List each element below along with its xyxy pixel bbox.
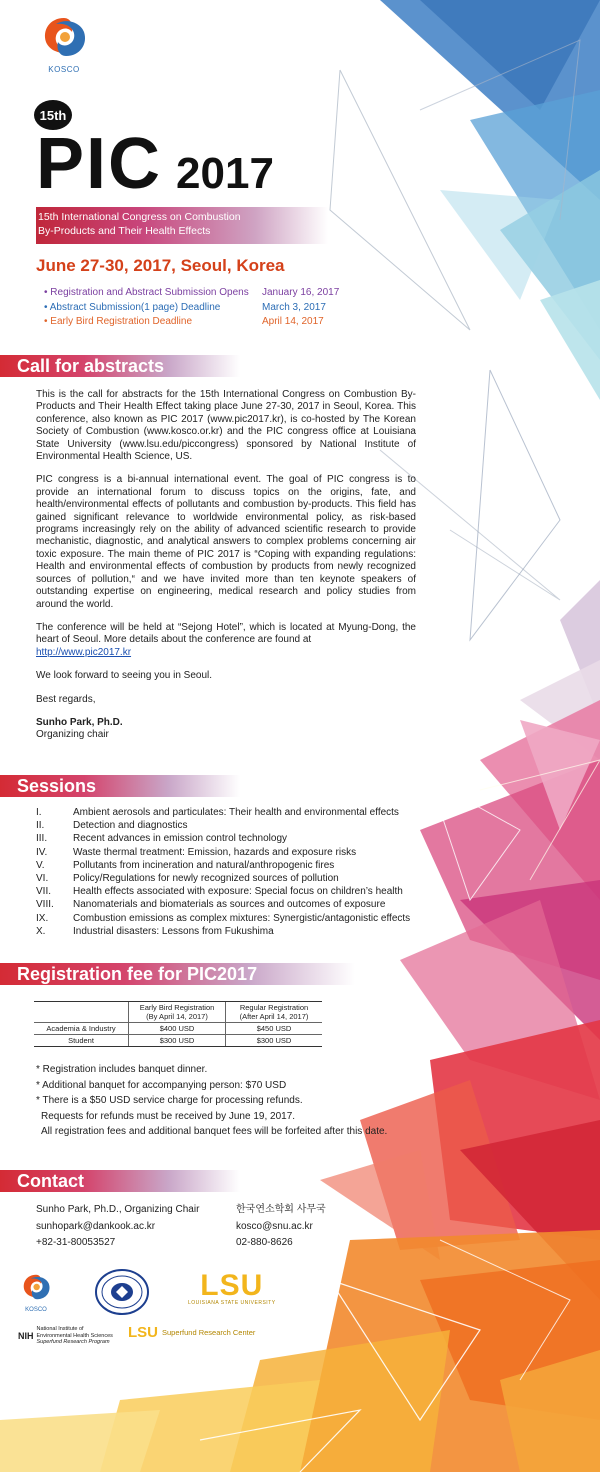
- header-subtext: (After April 14, 2017): [239, 1012, 309, 1021]
- lsu-logo-word: LSU: [200, 1269, 264, 1302]
- nih-logo-word: NIH: [18, 1330, 34, 1341]
- session-text: Pollutants from incineration and natural/anthropogenic fires: [73, 859, 335, 871]
- session-text: Combustion emissions as complex mixtures: Synergistic/antagonistic effects: [73, 912, 411, 924]
- note: All registration fees and additional banquet fees will be forfeited after this date.: [41, 1126, 388, 1138]
- contact-row: [36, 1235, 326, 1252]
- session-number: VII.: [36, 886, 52, 898]
- table-header-empty: [34, 1002, 129, 1023]
- section-heading-registration: [0, 963, 355, 985]
- lsu-logo-subtext: LOUISIANA STATE UNIVERSITY: [188, 1300, 276, 1306]
- session-item: [36, 898, 410, 911]
- contact-office: 한국연소학회 사무국: [236, 1204, 326, 1215]
- table-cell: $300 USD: [226, 1035, 323, 1047]
- superfund-logo-text: Superfund Research Center: [162, 1328, 256, 1337]
- table-header-regular: [226, 1002, 323, 1023]
- note: Requests for refunds must be received by June 19, 2017.: [41, 1110, 296, 1122]
- registration-notes: [36, 1062, 387, 1140]
- footer-kosco-logo: [16, 1272, 56, 1313]
- office-phone: 02-880-8626: [236, 1237, 293, 1248]
- deadline-item: [44, 315, 339, 330]
- dankook-university-seal-icon: [94, 1268, 150, 1316]
- table-header-row: [34, 1002, 322, 1023]
- deadline-label: • Registration and Abstract Submission Opens: [44, 287, 249, 298]
- contact-email-link[interactable]: sunhopark@dankook.ac.kr: [36, 1220, 156, 1232]
- nih-line: Superfund Research Program: [36, 1339, 110, 1345]
- deadline-list: [44, 286, 339, 330]
- session-item: [36, 872, 410, 885]
- page-title: [36, 124, 274, 204]
- kosco-logo-text: KOSCO: [48, 65, 80, 74]
- table-row: [34, 1023, 322, 1035]
- contact-row: [36, 1202, 326, 1219]
- signer-title: Organizing chair: [36, 729, 109, 741]
- call-body: [36, 389, 416, 742]
- call-paragraph-1: This is the call for abstracts for the 15th International Congress on Combustion By-Products and Their Health Effect taking place June 27-30, 2017 in Seoul, Korea. This conference, also known as PIC 2017 (www.pic2017.kr), is co-hosted by The Korean Society of Combustion (www.kosco.or.kr) and the PIC congress office at Louisiana State University (www.lsu.edu/piccongress) sponsored by National Institute of Environmental Health Science, US.: [36, 389, 416, 463]
- session-item: [36, 859, 410, 872]
- note: * Additional banquet for accompanying person: $70 USD: [36, 1079, 287, 1091]
- date-location: June 27-30, 2017, Seoul, Korea: [36, 256, 285, 275]
- session-item: [36, 806, 410, 819]
- table-cell: $450 USD: [226, 1023, 323, 1035]
- note: * There is a $50 USD service charge for processing refunds.: [36, 1095, 303, 1107]
- session-text: Ambient aerosols and particulates: Their health and environmental effects: [73, 807, 399, 818]
- subtitle-line-1: 15th International Congress on Combustion: [38, 211, 241, 223]
- edition-badge: 15th: [34, 100, 72, 130]
- kosco-swirl-icon: [18, 1272, 54, 1302]
- session-text: Waste thermal treatment: Emission, hazards and exposure risks: [73, 846, 357, 858]
- header-subtext: (By April 14, 2017): [146, 1012, 208, 1021]
- section-heading-text: Registration fee for PIC2017: [17, 964, 258, 984]
- call-paragraph-3: The conference will be held at “Sejong Hotel”, which is located at Myung-Dong, the heart of Seoul. More details about the conference are found at: [36, 621, 416, 646]
- section-heading-text: Call for abstracts: [17, 356, 165, 376]
- nih-line: Environmental Health Sciences: [36, 1332, 113, 1339]
- deadline-date: April 14, 2017: [262, 316, 324, 327]
- title-year: 2017: [176, 149, 274, 198]
- session-number: VIII.: [36, 899, 54, 911]
- session-number: X.: [36, 925, 46, 937]
- session-number: IX.: [36, 912, 49, 924]
- session-number: II.: [36, 820, 45, 832]
- session-text: Recent advances in emission control technology: [73, 833, 288, 845]
- title-main: PIC: [36, 124, 163, 204]
- call-paragraph-2: PIC congress is a bi-annual international event. The goal of PIC congress is to provide an international forum to discuss topics on the origins, fate, and health/environmental effects of pollutants and combustion by-products. This field has gained significant relevance to worldwide environmental policy, as risk-based programs increasingly rely on the ability of advanced scientific research to provide mechanistic, diagnostic, and analytical answers to complex problems concerning air toxic exposure. The main theme of PIC 2017 is “Coping with expanding regulations: Health and environmental effects of combustion by products from newly recognized sources of pollution,“ and we have invited more than ten keynote speakers of outstanding expertise on engineering, medical research and policy studies from around the world.: [36, 474, 416, 610]
- session-item: [36, 925, 410, 938]
- closing: Best regards,: [36, 693, 96, 705]
- section-heading-call: [0, 355, 240, 377]
- session-number: I.: [36, 807, 42, 818]
- session-item: [36, 912, 410, 925]
- session-item: [36, 819, 410, 832]
- superfund-center-logo: [128, 1324, 255, 1341]
- nih-line: National Institute of: [36, 1326, 84, 1332]
- kosco-swirl-icon: [36, 14, 92, 60]
- office-email-link[interactable]: kosco@snu.ac.kr: [236, 1220, 313, 1232]
- session-list: [36, 806, 410, 938]
- table-cell: Academia & Industry: [34, 1023, 129, 1035]
- session-number: III.: [36, 833, 48, 845]
- call-paragraph-4: We look forward to seeing you in Seoul.: [36, 670, 213, 682]
- contact-block: [36, 1202, 326, 1252]
- section-heading-text: Sessions: [17, 776, 97, 796]
- deadline-date: January 16, 2017: [262, 287, 340, 298]
- deadline-label: • Early Bird Registration Deadline: [44, 316, 193, 327]
- session-item: [36, 846, 410, 859]
- section-heading-contact: [0, 1170, 240, 1192]
- section-heading-text: Contact: [17, 1171, 84, 1191]
- session-text: Policy/Regulations for newly recognized sources of pollution: [73, 873, 339, 885]
- session-text: Nanomaterials and biomaterials as sources and outcomes of exposure: [73, 899, 386, 911]
- lsu-logo: [188, 1269, 276, 1306]
- table-row: [34, 1035, 322, 1047]
- session-text: Detection and diagnostics: [73, 820, 188, 832]
- registration-fee-table: [34, 1001, 322, 1047]
- table-header-early: [129, 1002, 226, 1023]
- table-cell: $400 USD: [129, 1023, 226, 1035]
- deadline-date: March 3, 2017: [262, 301, 326, 313]
- session-number: IV.: [36, 846, 48, 858]
- subtitle-banner: [36, 207, 328, 244]
- session-item: [36, 885, 410, 898]
- table-cell: $300 USD: [129, 1035, 226, 1047]
- signer-name: Sunho Park, Ph.D.: [36, 716, 123, 728]
- footer-kosco-text: KOSCO: [25, 1307, 47, 1313]
- header-text: Early Bird Registration: [139, 1003, 215, 1012]
- session-number: V.: [36, 859, 45, 871]
- note: * Registration includes banquet dinner.: [36, 1064, 208, 1075]
- header-text: Regular Registration: [239, 1003, 309, 1012]
- conference-link[interactable]: http://www.pic2017.kr: [36, 646, 132, 658]
- session-item: [36, 832, 410, 845]
- contact-phone: +82-31-80053527: [36, 1237, 116, 1248]
- session-number: VI.: [36, 873, 49, 885]
- deadline-label: • Abstract Submission(1 page) Deadline: [44, 301, 221, 313]
- table-cell: Student: [34, 1035, 129, 1047]
- contact-name: Sunho Park, Ph.D., Organizing Chair: [36, 1204, 200, 1215]
- session-text: Industrial disasters: Lessons from Fukushima: [73, 925, 274, 937]
- section-heading-sessions: [0, 775, 240, 797]
- kosco-logo: [34, 14, 94, 74]
- session-text: Health effects associated with exposure: Special focus on children’s health: [73, 886, 403, 898]
- contact-row: [36, 1219, 326, 1236]
- deadline-item: [44, 286, 339, 301]
- subtitle-line-2: By-Products and Their Health Effects: [38, 225, 211, 237]
- deadline-item: [44, 301, 339, 316]
- nih-logo: [18, 1326, 113, 1346]
- superfund-logo-word: LSU: [128, 1324, 158, 1341]
